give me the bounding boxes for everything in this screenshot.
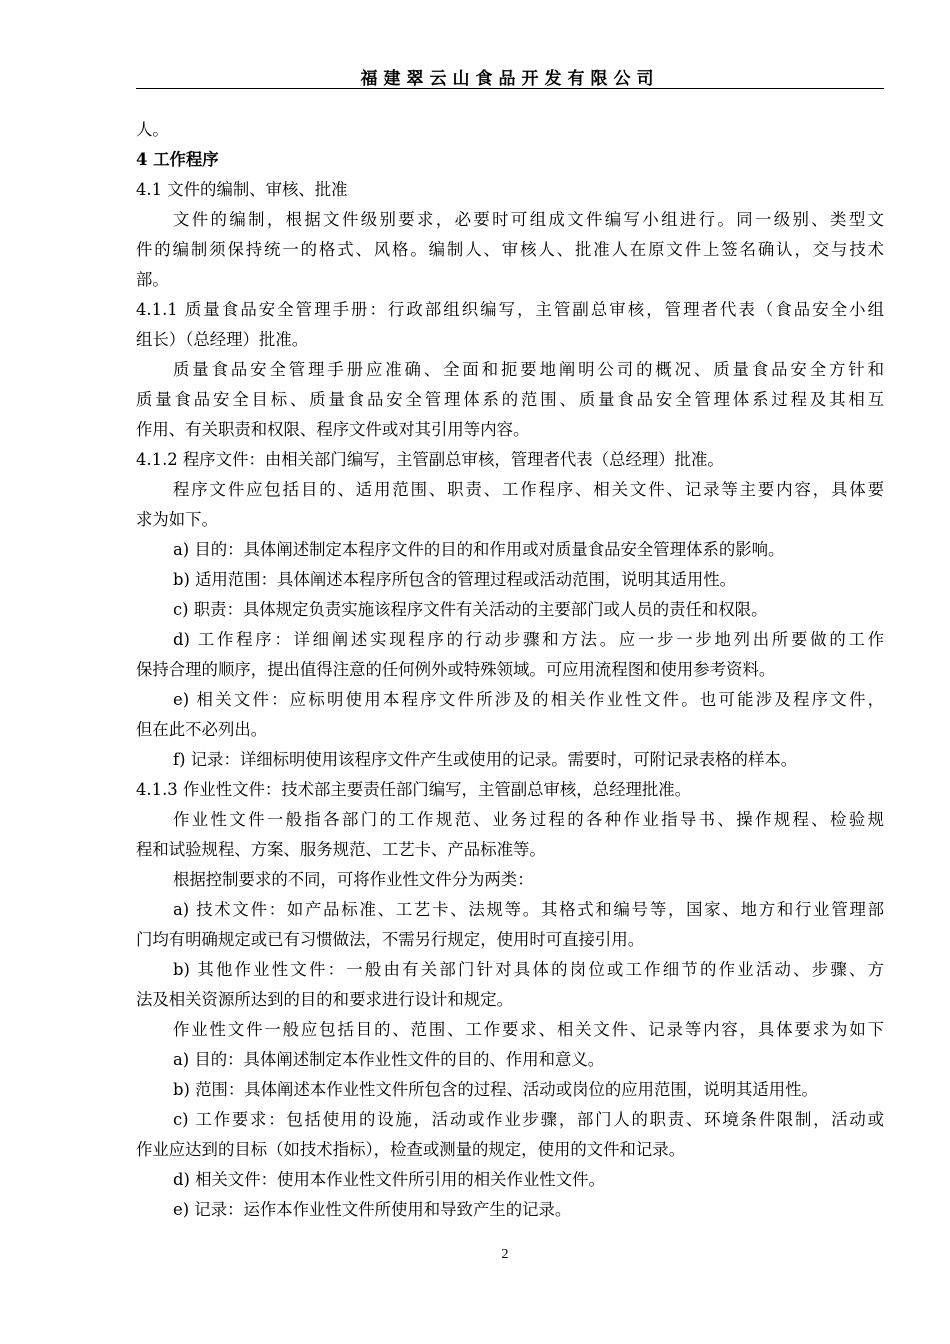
document-body bbox=[136, 115, 884, 1225]
company-header: 福建翠云山食品开发有限公司 bbox=[360, 69, 660, 89]
subsection-heading: 4.1.1 质量食品安全管理手册：行政部组织编写，主管副总审核，管理者代表（食品安全小组 bbox=[136, 300, 884, 319]
paragraph-line: 门均有明确规定或已有习惯做法，不需另行规定，使用时可直接引用。 bbox=[136, 930, 645, 949]
subsection-heading: 4.1.2 程序文件：由相关部门编写，主管副总审核，管理者代表（总经理）批准。 bbox=[136, 450, 724, 469]
subsection-heading: 4.1.3 作业性文件：技术部主要责任部门编写，主管副总审核，总经理批准。 bbox=[136, 780, 692, 799]
list-item: b) 范围：具体阐述本作业性文件所包含的过程、活动或岗位的应用范围，说明其适用性。 bbox=[173, 1080, 818, 1099]
paragraph-line: 作业性文件一般指各部门的工作规范、业务过程的各种作业指导书、操作规程、检验规 bbox=[173, 810, 884, 829]
section-heading: 4 工作程序 bbox=[136, 150, 219, 169]
list-item: a) 目的：具体阐述制定本作业性文件的目的、作用和意义。 bbox=[173, 1050, 605, 1069]
list-item: e) 相关文件：应标明使用本程序文件所涉及的相关作业性文件。也可能涉及程序文件， bbox=[173, 690, 884, 709]
paragraph-line: 作业应达到的目标（如技术指标），检查或测量的规定，使用的文件和记录。 bbox=[136, 1140, 686, 1159]
paragraph-line: 程和试验规程、方案、服务规范、工艺卡、产品标准等。 bbox=[136, 840, 546, 859]
paragraph-line: 程序文件应包括目的、适用范围、职责、工作程序、相关文件、记录等主要内容，具体要 bbox=[173, 480, 884, 499]
subsection-heading: 4.1 文件的编制、审核、批准 bbox=[136, 180, 348, 199]
paragraph-line: 根据控制要求的不同，可将作业性文件分为两类： bbox=[173, 870, 534, 889]
list-item: b) 其他作业性文件：一般由有关部门针对具体的岗位或工作细节的作业活动、步骤、方 bbox=[173, 960, 884, 979]
list-item: a) 技术文件：如产品标准、工艺卡、法规等。其格式和编号等，国家、地方和行业管理部 bbox=[173, 900, 884, 919]
paragraph-line: 部。 bbox=[136, 270, 169, 289]
paragraph-line: 但在此不必列出。 bbox=[136, 720, 268, 739]
paragraph-line: 质量食品安全管理手册应准确、全面和扼要地阐明公司的概况、质量食品安全方针和 bbox=[173, 360, 884, 379]
paragraph-line: 质量食品安全目标、质量食品安全管理体系的范围、质量食品安全管理体系过程及其相互 bbox=[136, 390, 884, 409]
paragraph-line: 求为如下。 bbox=[136, 510, 218, 529]
list-item: b) 适用范围：具体阐述本程序所包含的管理过程或活动范围，说明其适用性。 bbox=[173, 570, 736, 589]
list-item: d) 相关文件：使用本作业性文件所引用的相关作业性文件。 bbox=[173, 1170, 605, 1189]
header-divider bbox=[136, 88, 884, 89]
paragraph-line: 保持合理的顺序，提出值得注意的任何例外或特殊领域。可应用流程图和使用参考资料。 bbox=[136, 660, 776, 679]
list-item: e) 记录：运作本作业性文件所使用和导致产生的记录。 bbox=[173, 1200, 572, 1219]
list-item: c) 职责：具体规定负责实施该程序文件有关活动的主要部门或人员的责任和权限。 bbox=[173, 600, 768, 619]
list-item: d) 工作程序：详细阐述实现程序的行动步骤和方法。应一步一步地列出所要做的工作 bbox=[173, 630, 884, 649]
paragraph-line: 人。 bbox=[136, 120, 169, 139]
list-item: c) 工作要求：包括使用的设施，活动或作业步骤，部门人的职责、环境条件限制，活动或 bbox=[173, 1110, 884, 1129]
page-number: 2 bbox=[501, 1247, 509, 1262]
paragraph-line: 件的编制须保持统一的格式、风格。编制人、审核人、批准人在原文件上签名确认，交与技术 bbox=[136, 240, 884, 259]
list-item: a) 目的：具体阐述制定本程序文件的目的和作用或对质量食品安全管理体系的影响。 bbox=[173, 540, 785, 559]
list-item: f) 记录：详细标明使用该程序文件产生或使用的记录。需要时，可附记录表格的样本。 bbox=[173, 750, 798, 769]
paragraph-line: 组长）（总经理）批准。 bbox=[136, 330, 309, 349]
paragraph-line: 作用、有关职责和权限、程序文件或对其引用等内容。 bbox=[136, 420, 530, 439]
paragraph-line: 作业性文件一般应包括目的、范围、工作要求、相关文件、记录等内容，具体要求为如下 bbox=[173, 1020, 884, 1039]
paragraph-line: 文件的编制，根据文件级别要求，必要时可组成文件编写小组进行。同一级别、类型文 bbox=[173, 210, 884, 229]
paragraph-line: 法及相关资源所达到的目的和要求进行设计和规定。 bbox=[136, 990, 513, 1009]
